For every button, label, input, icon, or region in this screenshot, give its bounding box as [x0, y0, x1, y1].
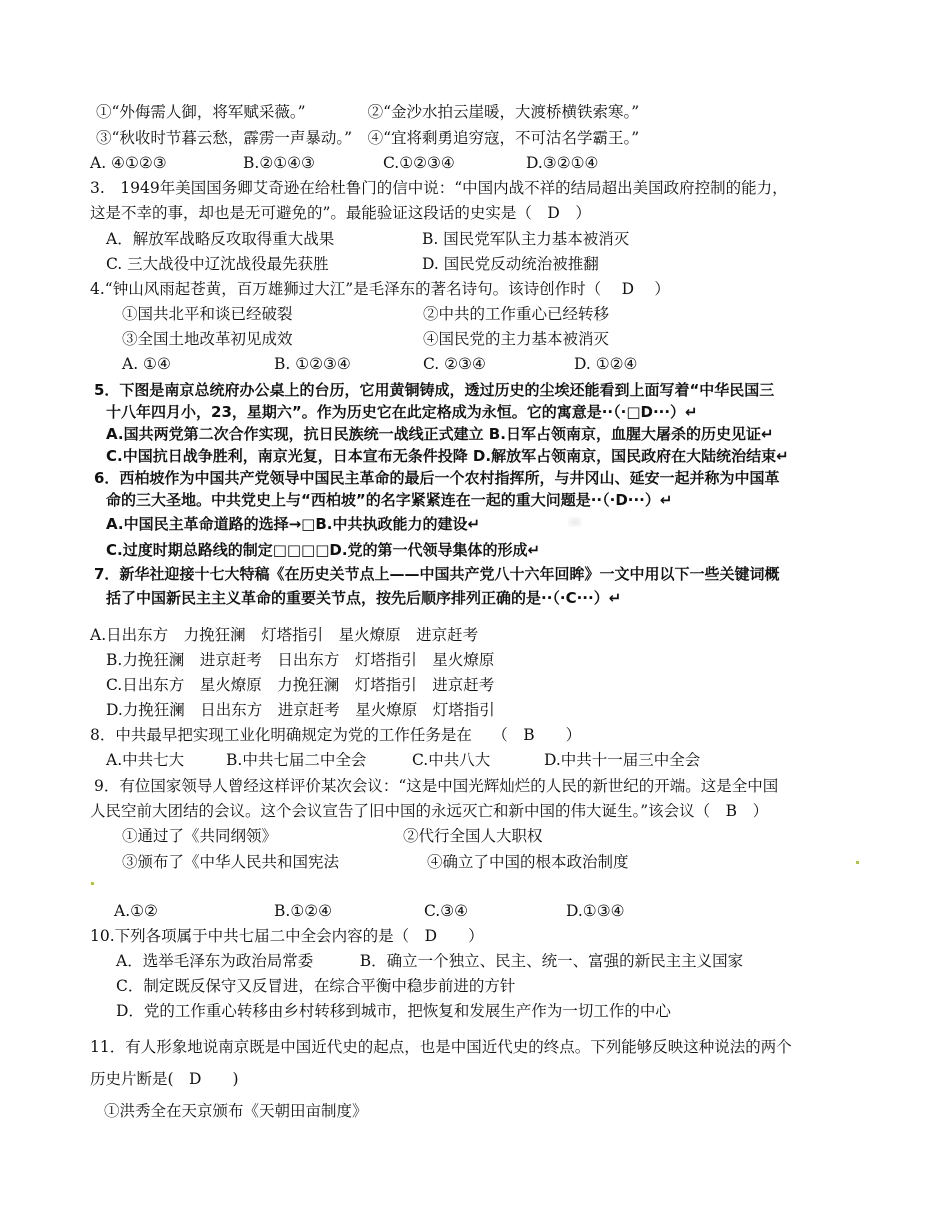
q7-option-a: A.日出东方 力挽狂澜 灯塔指引 星火燎原 进京赶考: [90, 626, 479, 644]
q11-item-1: ①洪秀全在天京颁布《天朝田亩制度》: [104, 1102, 368, 1120]
q8-option-b: B.中共七届二中全会: [226, 751, 367, 769]
q10-option-c: C．制定既反保守又反冒进，在综合平衡中稳步前进的方针: [116, 977, 516, 995]
q9-item-2: ②代行全国人大职权: [403, 827, 543, 845]
q3-stem-line-1: 3. 1949年美国国务卿艾奇逊在给杜鲁门的信中说：“中国内战不祥的结局超出美国政府控制的能力，: [90, 179, 788, 197]
q3-options-row-2: [106, 253, 886, 275]
q9-stem-line-2: 人民空前大团结的会议。这个会议宣告了旧中国的永远灭亡和新中国的伟大诞生。”该会议（ B ）: [90, 802, 769, 820]
q4-item-1: ①国共北平和谈已经破裂: [122, 305, 293, 323]
q3-option-d: D. 国民党反动统治被推翻: [422, 255, 599, 273]
q11-stem-line-1: 11．有人形象地说南京既是中国近代史的起点，也是中国近代史的终点。下列能够反映这种说法的两个: [90, 1038, 792, 1056]
q9-items-row-1: [122, 825, 822, 847]
q7-option-d: D.力挽狂澜 日出东方 进京赶考 星火燎原 灯塔指引: [106, 701, 495, 719]
q4-option-d: D. ①②④: [574, 355, 638, 373]
q8-stem: 8．中共最早把实现工业化明确规定为党的工作任务是在 （ B ）: [90, 726, 582, 744]
q4-items-row-2: [122, 328, 822, 350]
q5-stem-line-1: 5．下图是南京总统府办公桌上的台历，它用黄铜铸成，透过历史的尘埃还能看到上面写着“中华民国三: [94, 381, 775, 399]
q2-option-b: B.②①④③: [243, 154, 315, 172]
q10-option-d: D．党的工作重心转移由乡村转移到城市，把恢复和发展生产作为一切工作的中心: [116, 1002, 671, 1020]
q8-option-c: C.中共八大: [412, 751, 491, 769]
q3-option-a: A．解放军战略反攻取得重大战果: [106, 230, 335, 248]
q5-option-line-1: A.国共两党第二次合作实现，抗日民族统一战线正式建立 B.日军占领南京，血腥大屠杀的历史见证↵: [106, 425, 774, 443]
q3-option-b: B. 国民党军队主力基本被消灭: [422, 230, 630, 248]
q2-items-line-1: ①“外侮需人御，将军赋采薇。” ②“金沙水拍云崖暖，大渡桥横铁索寒。”: [96, 103, 640, 121]
q9-item-3: ③颁布了《中华人民共和国宪法: [122, 853, 340, 871]
q6-stem-line-1: 6．西柏坡作为中国共产党领导中国民主革命的最后一个农村指挥所，与井冈山、延安一起并称为中国革: [94, 469, 780, 487]
q7-stem-line-1: 7．新华社迎接十七大特稿《在历史关节点上——中国共产党八十六年回眸》一文中用以下一些关键词概: [94, 565, 780, 583]
q4-stem: 4.“钟山风雨起苍黄，百万雄狮过大江”是毛泽东的著名诗句。该诗创作时（ D ）: [90, 280, 670, 298]
q10-option-ab: A．选举毛泽东为政治局常委 B．确立一个独立、民主、统一、富强的新民主主义国家: [116, 952, 744, 970]
q9-item-1: ①通过了《共同纲领》: [122, 827, 278, 845]
q4-item-2: ②中共的工作重心已经转移: [423, 305, 610, 323]
q2-option-d: D.③②①④: [526, 154, 599, 172]
q7-stem-line-2: 括了中国新民主主义革命的重要关节点，按先后顺序排列正确的是··（·C···）↵: [106, 589, 622, 607]
q9-stem-line-1: 9．有位国家领导人曾经这样评价某次会议：“这是中国光辉灿烂的人民的新世纪的开端。这是全中国: [94, 777, 779, 795]
q3-options-row-1: [106, 228, 886, 250]
q10-stem: 10.下列各项属于中共七届二中全会内容的是（ D ）: [90, 927, 484, 945]
q4-item-4: ④国民党的主力基本被消灭: [423, 330, 610, 348]
q9-option-d: D.①③④: [566, 902, 625, 920]
q2-option-a: A. ④①②③: [90, 154, 167, 172]
q6-stem-line-2: 命的三大圣地。中共党史上与“西柏坡”的名字紧紧连在一起的重大问题是··（·D···）↵: [106, 491, 673, 509]
scan-smudge: [568, 517, 582, 527]
q9-items-row-2: [122, 851, 822, 873]
q4-option-c: C. ②③④: [423, 355, 486, 373]
scan-dot: [91, 882, 94, 885]
q2-options: [90, 152, 890, 174]
q8-option-d: D.中共十一届三中全会: [544, 751, 701, 769]
q2-items-line-2: ③“秋收时节暮云愁，霹雳一声暴动。” ④“宜将剩勇追穷寇，不可沽名学霸王。”: [96, 129, 640, 147]
q2-option-c: C.①②③④: [383, 154, 455, 172]
q9-options: [114, 900, 814, 922]
scan-dot: [856, 861, 859, 864]
q5-stem-line-2: 十八年四月小，23，星期六”。作为历史它在此定格成为永恒。它的寓意是··（·□D···）↵: [106, 403, 698, 421]
q9-option-b: B.①②④: [274, 902, 333, 920]
q3-option-c: C. 三大战役中辽沈战役最先获胜: [106, 255, 329, 273]
q9-option-a: A.①②: [114, 902, 158, 920]
q4-options: [122, 353, 822, 375]
q5-option-line-2: C.中国抗日战争胜利，南京光复，日本宣布无条件投降 D.解放军占领南京，国民政府在大陆统治结束↵: [106, 447, 789, 465]
q9-option-c: C.③④: [424, 902, 469, 920]
q4-item-3: ③全国土地改革初见成效: [122, 330, 293, 348]
q7-option-c: C.日出东方 星火燎原 力挽狂澜 灯塔指引 进京赶考: [106, 676, 495, 694]
q4-option-b: B. ①②③④: [274, 355, 351, 373]
q11-stem-line-2: 历史片断是( D ): [90, 1070, 239, 1088]
q4-option-a: A. ①④: [122, 355, 171, 373]
q7-option-b: B.力挽狂澜 进京赶考 日出东方 灯塔指引 星火燎原: [106, 651, 495, 669]
q3-stem-line-2: 这是不幸的事，却也是无可避免的”。最能验证这段话的史实是（ D ）: [90, 204, 591, 222]
q8-options: [106, 749, 866, 771]
q9-item-4: ④确立了中国的根本政治制度: [427, 853, 629, 871]
q4-items-row-1: [122, 303, 822, 325]
q6-option-line-1: A.中国民主革命道路的选择→□B.中共执政能力的建设↵: [106, 515, 481, 533]
q8-option-a: A.中共七大: [106, 751, 185, 769]
q6-option-line-2: C.过度时期总路线的制定□□□□D.党的第一代领导集体的形成↵: [106, 541, 541, 559]
